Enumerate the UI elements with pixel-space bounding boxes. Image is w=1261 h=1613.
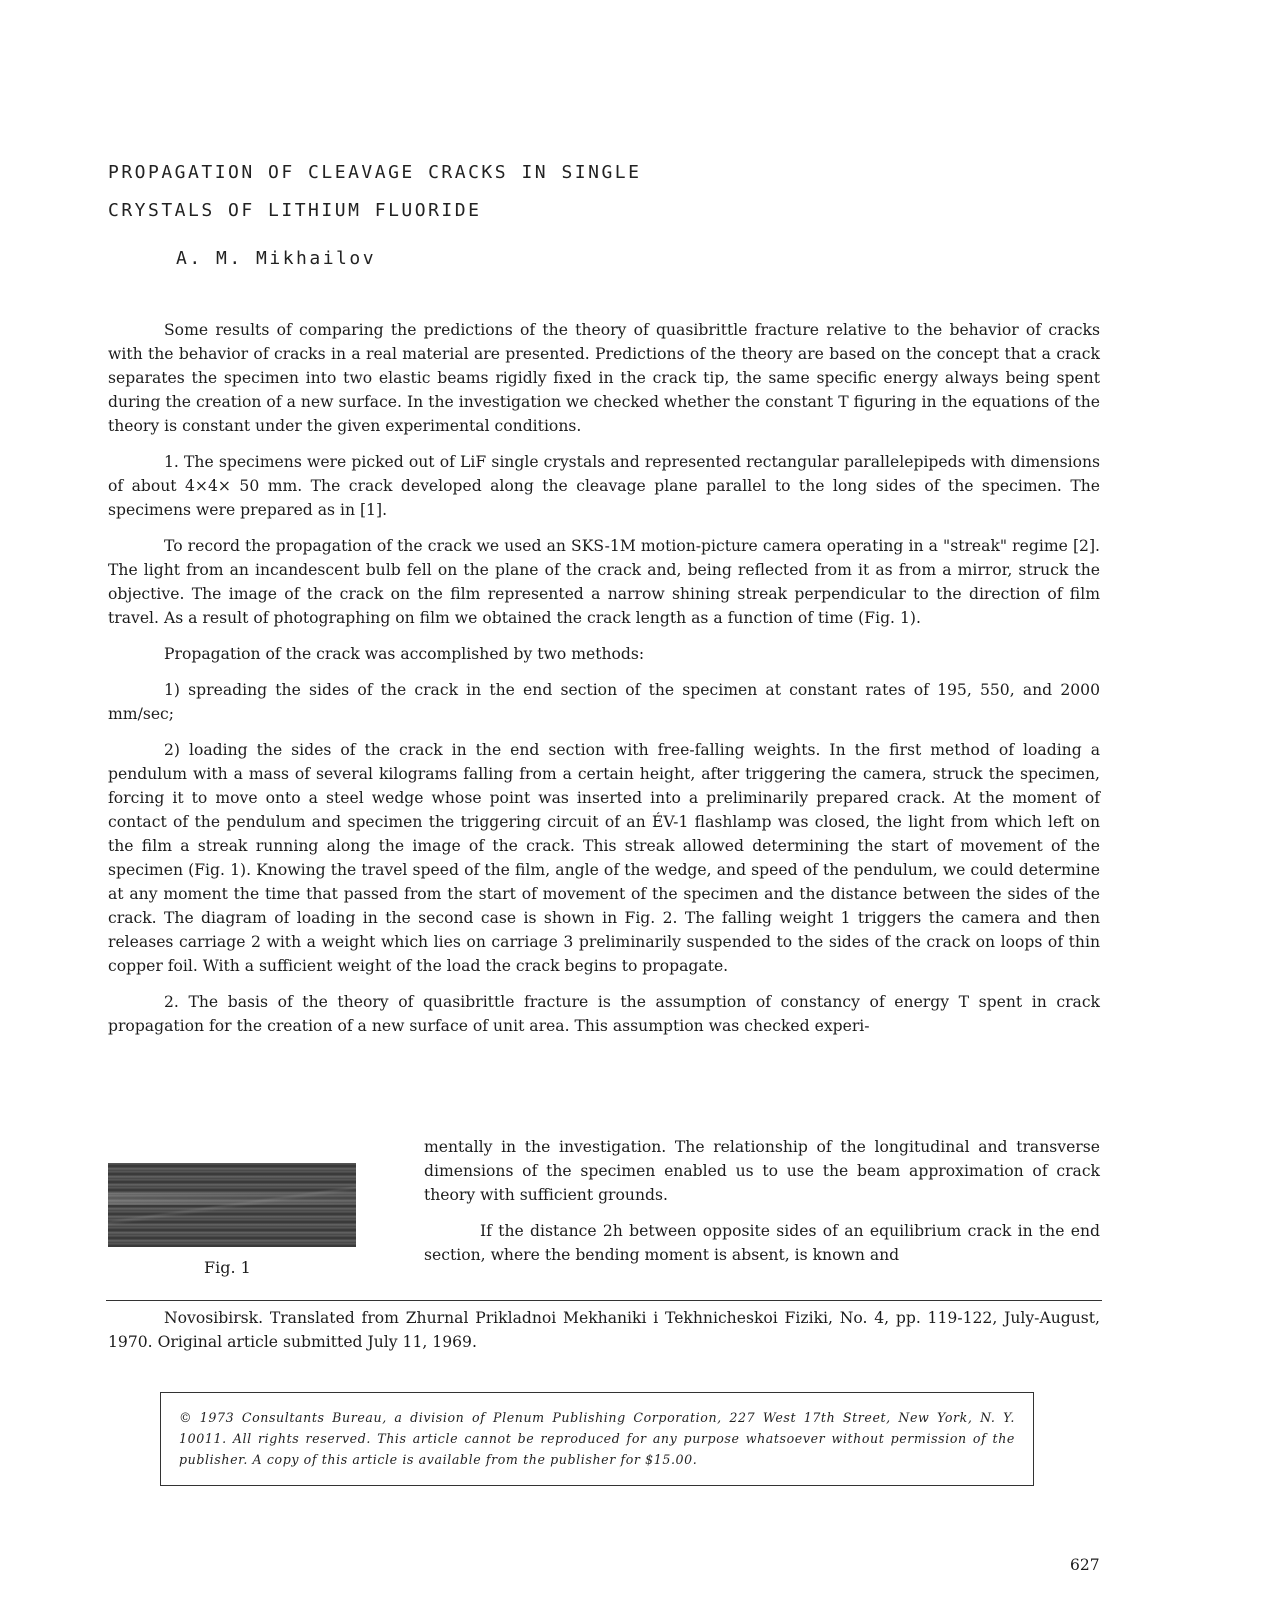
wrapped-text-column xyxy=(424,1135,1100,1267)
abstract: Some results of comparing the predictions of the theory of quasibrittle fracture relative to the behavior of cracks with the behavior of cracks in a real material are presented. Predictions of the theory are based on the concept that a crack separates the specimen into two elastic beams rigidly fixed in the crack tip, the same specific energy always being spent during the creation of a new surface. In the investigation we checked whether the constant T figuring in the equations of the theory is constant under the given experimental conditions. xyxy=(108,321,1100,435)
copyright-box xyxy=(160,1392,1034,1486)
paragraph-section-2-continued: mentally in the investigation. The relationship of the longitudinal and transverse dimensions of the specimen enabled us to use the beam approximation of crack theory with sufficient grounds. xyxy=(424,1138,1100,1204)
article-title-line-2: CRYSTALS OF LITHIUM FLUORIDE xyxy=(108,200,482,221)
footnote-text: Novosibirsk. Translated from Zhurnal Prikladnoi Mekhaniki i Tekhnicheskoi Fiziki, No. 4, pp. 119-122, July-August, 1970. Original article submitted July 11, 1969. xyxy=(108,1309,1100,1351)
paragraph-method-2: 2) loading the sides of the crack in the end section with free-falling weights. In the first method of loading a pendulum with a mass of several kilograms falling from a certain height, after triggering the camera, struck the specimen, forcing it to move onto a steel wedge whose point was inserted into a preliminarily prepared crack. At the moment of contact of the pendulum and specimen the triggering circuit of an ÉV-1 flashlamp was closed, the light from which left on the film a streak running along the image of the crack. This streak allowed determining the start of movement of the specimen (Fig. 1). Knowing the travel speed of the film, angle of the wedge, and speed of the pendulum, we could determine at any moment the time that passed from the start of movement of the specimen and the distance between the sides of the crack. The diagram of loading in the second case is shown in Fig. 2. The falling weight 1 triggers the camera and then releases carriage 2 with a weight which lies on carriage 3 preliminarily suspended to the sides of the crack on loops of thin copper foil. With a sufficient weight of the load the crack begins to propagate. xyxy=(108,741,1100,975)
paragraph-method-1: 1) spreading the sides of the crack in the end section of the specimen at constant rates of 195, 550, and 2000 mm/sec; xyxy=(108,681,1100,723)
figure-1-caption: Fig. 1 xyxy=(204,1258,251,1277)
paragraph-methods-intro: Propagation of the crack was accomplished by two methods: xyxy=(164,645,645,663)
article-body xyxy=(108,318,1100,1038)
paragraph-section-1: 1. The specimens were picked out of LiF single crystals and represented rectangular parallelepipeds with dimensions of about 4×4× 50 mm. The crack developed along the cleavage plane parallel to the long sides of the specimen. The specimens were prepared as in [1]. xyxy=(108,453,1100,519)
copyright-text: © 1973 Consultants Bureau, a division of Plenum Publishing Corporation, 227 West 17th Street, New York, N. Y. 10011. All rights reserved. This article cannot be reproduced for any purpose whatsoever without permission of the publisher. A copy of this article is available from the publisher for $15.00. xyxy=(179,1410,1015,1467)
article-title-line-1: PROPAGATION OF CLEAVAGE CRACKS IN SINGLE xyxy=(108,162,642,183)
figure-1-streak-photo xyxy=(108,1163,356,1247)
page-number: 627 xyxy=(1070,1556,1100,1574)
author-name: A. M. Mikhailov xyxy=(176,248,377,269)
footnote xyxy=(108,1306,1100,1354)
footnote-divider xyxy=(106,1300,1102,1301)
paragraph-equilibrium-crack: If the distance 2h between opposite sides of an equilibrium crack in the end section, where the bending moment is absent, is known and xyxy=(424,1222,1100,1264)
paragraph-recording: To record the propagation of the crack we used an SKS-1M motion-picture camera operating in a "streak" regime [2]. The light from an incandescent bulb fell on the plane of the crack and, being reflected from it as from a mirror, struck the objective. The image of the crack on the film represented a narrow shining streak perpendicular to the direction of film travel. As a result of photographing on film we obtained the crack length as a function of time (Fig. 1). xyxy=(108,537,1100,627)
paragraph-section-2: 2. The basis of the theory of quasibrittle fracture is the assumption of constancy of energy T spent in crack propagation for the creation of a new surface of unit area. This assumption was checked experi- xyxy=(108,993,1100,1035)
